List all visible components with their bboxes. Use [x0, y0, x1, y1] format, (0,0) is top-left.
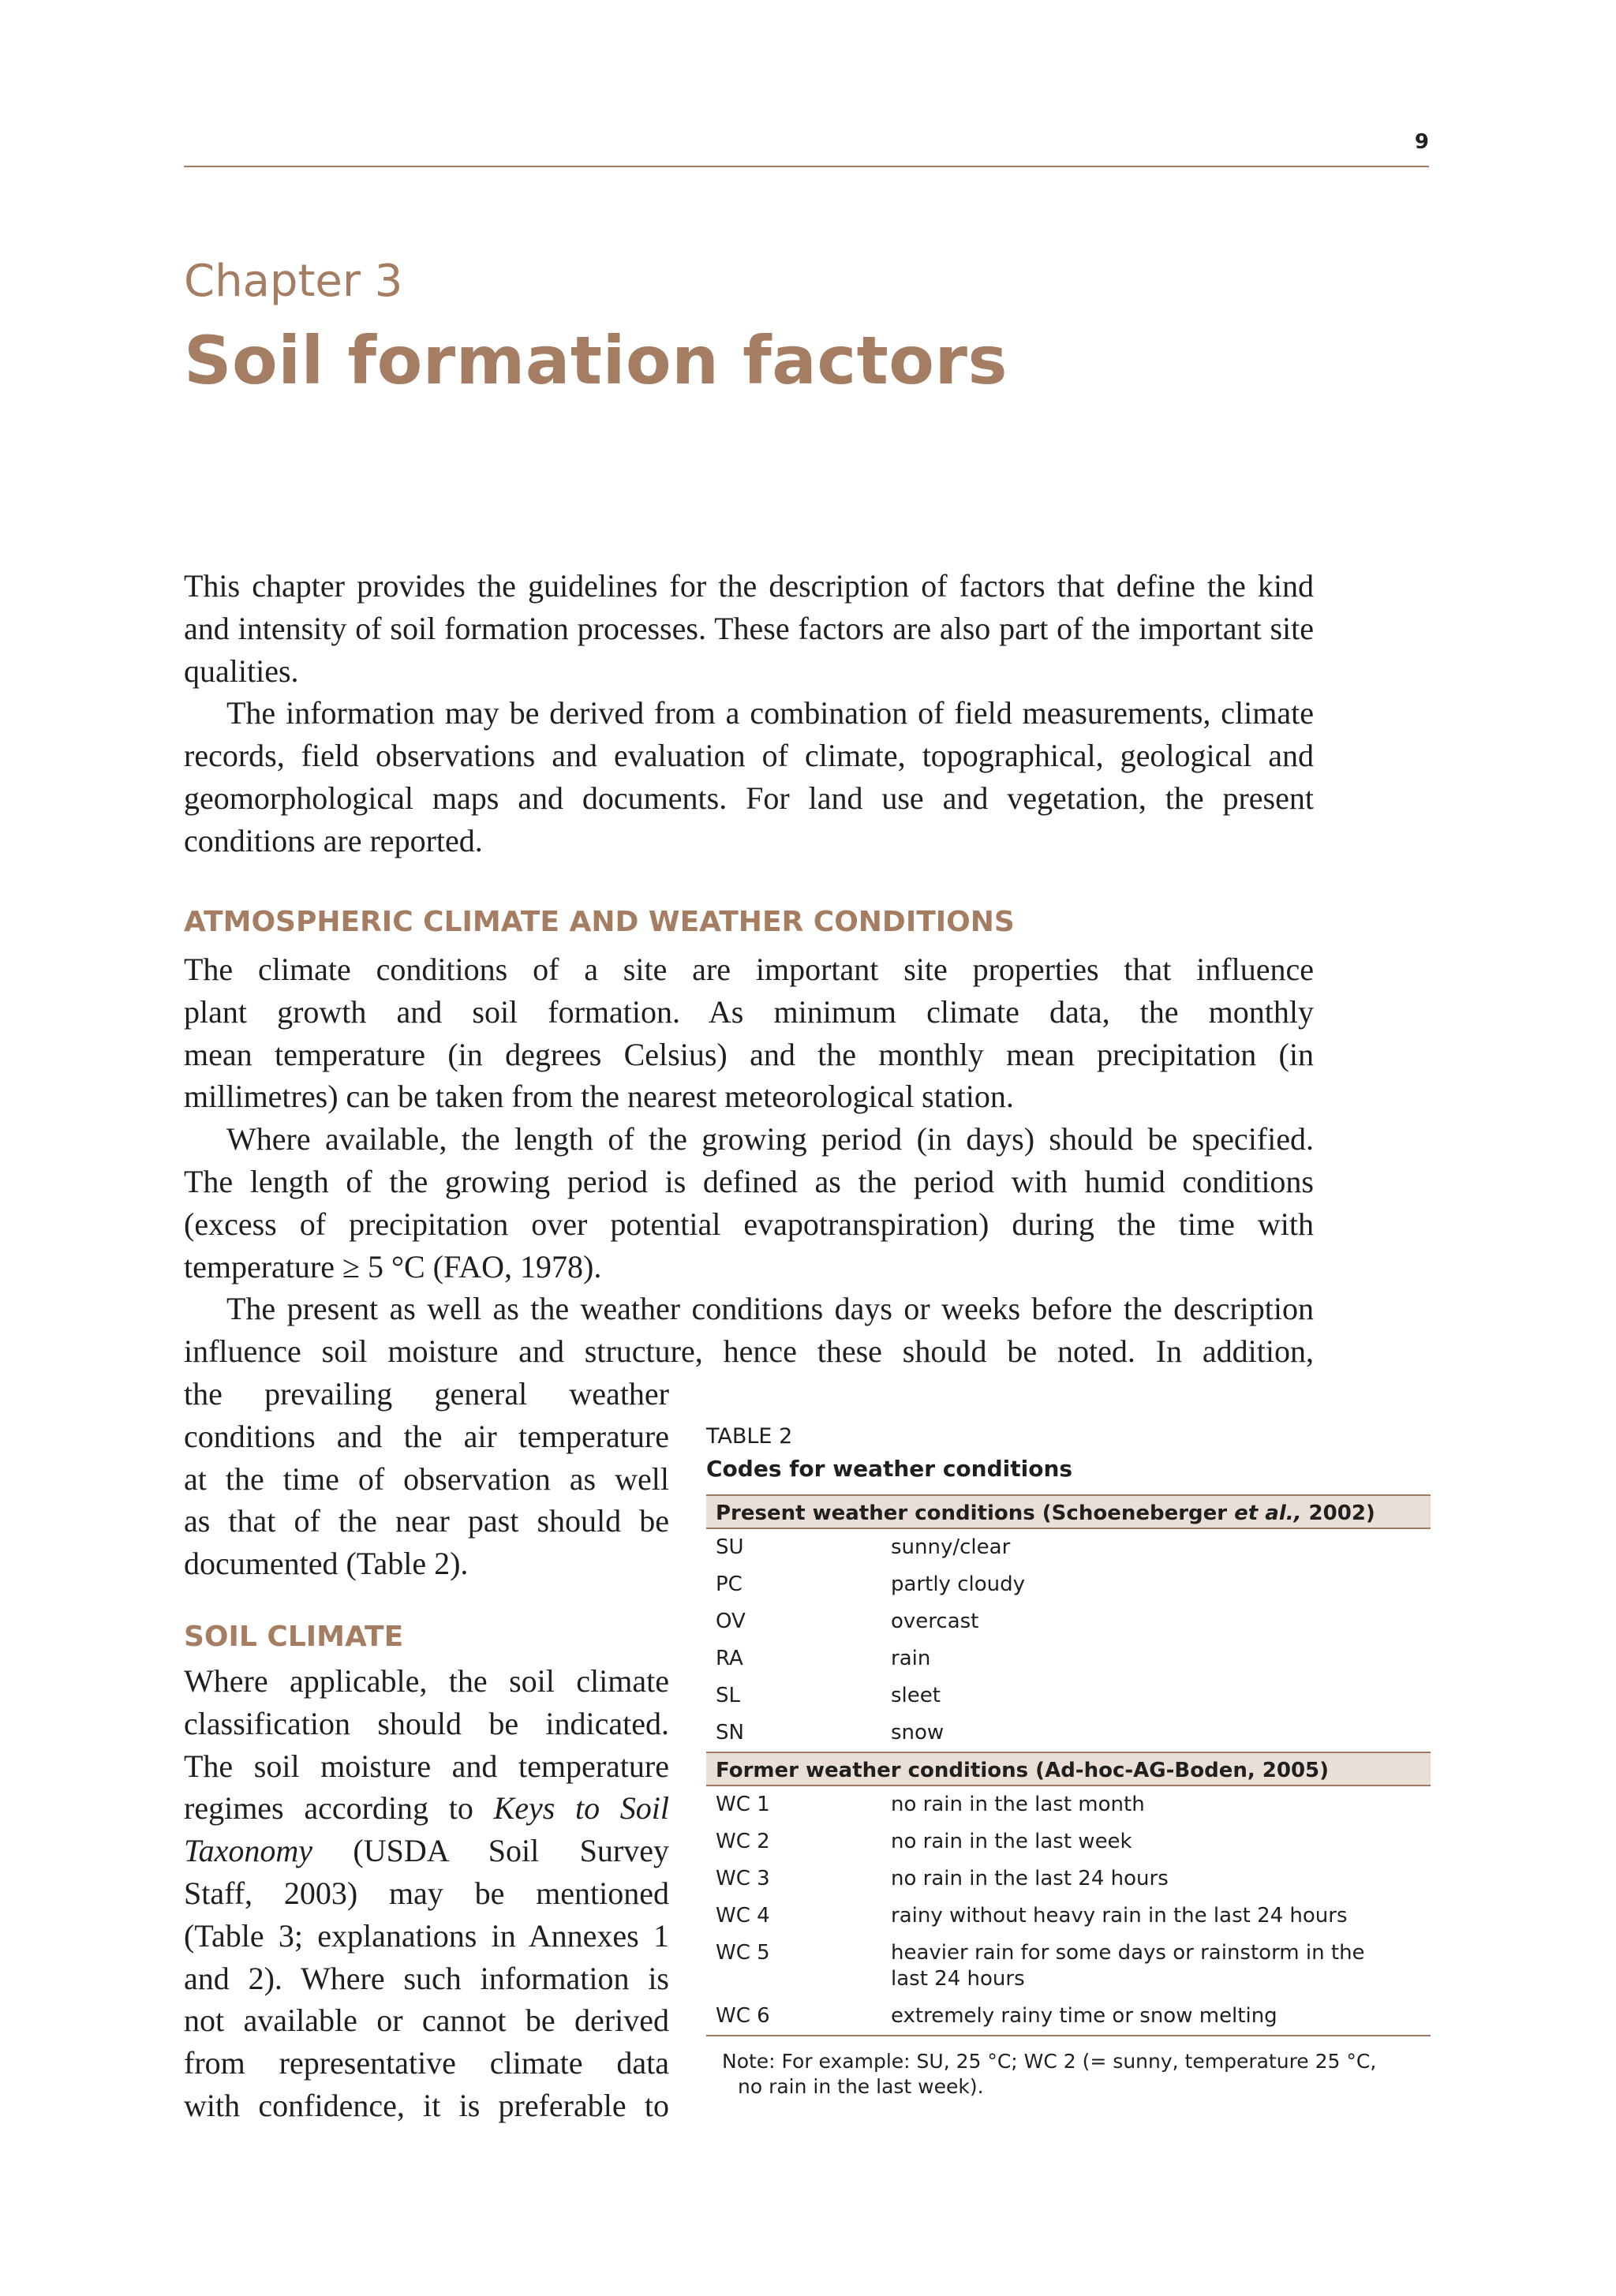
- table-group-present-rows: [706, 1529, 1431, 1752]
- text-line: The length of the growing period is defined as the period with humid conditions: [184, 1163, 1314, 1199]
- table-cell-description: rain: [891, 1647, 931, 1670]
- table-cell-description: sunny/clear: [891, 1535, 1011, 1559]
- table-cell-code: WC 2: [716, 1830, 770, 1853]
- text-line: classification should be indicated.: [184, 1705, 669, 1741]
- text-line: Where available, the length of the growing period (in days) should be specified.: [226, 1121, 1314, 1157]
- table-cell-description: sleet: [891, 1684, 941, 1707]
- intro-text: [184, 565, 1314, 862]
- text-line: (Table 3; explanations in Annexes 1: [184, 1917, 669, 1954]
- table-cell-code: WC 4: [716, 1904, 770, 1928]
- table-cell-description: snow: [891, 1721, 945, 1744]
- table-note: Note: For example: SU, 25 °C; WC 2 (= sunny, temperature 25 °C, no rain in the last week).: [722, 2050, 1377, 2098]
- table-cell-code: PC: [716, 1572, 743, 1596]
- table-label: TABLE 2: [706, 1424, 793, 1449]
- text-line: with confidence, it is preferable to: [184, 2087, 669, 2123]
- table-row: [706, 1529, 1431, 1566]
- text-line: and 2). Where such information is: [184, 1960, 669, 1996]
- chapter-label: Chapter 3: [184, 256, 403, 307]
- text-line: The climate conditions of a site are important site properties that influence: [184, 952, 1314, 987]
- atmospheric-text: [184, 948, 1314, 1373]
- text-line: mean temperature (in degrees Celsius) and the monthly mean precipitation (in: [184, 1036, 1314, 1072]
- text-line: The soil moisture and temperature: [184, 1748, 669, 1784]
- text-line: the prevailing general weather: [184, 1376, 669, 1412]
- table-group-header-former: Former weather conditions (Ad-hoc-AG-Boden, 2005): [706, 1752, 1431, 1786]
- page-number: 9: [1414, 130, 1429, 154]
- section-heading-soil-climate: SOIL CLIMATE: [184, 1621, 404, 1653]
- table-row: [706, 1860, 1431, 1898]
- atmospheric-column-text: [184, 1373, 669, 1585]
- text-line: Where applicable, the soil climate: [184, 1663, 669, 1699]
- table-group-header-present: [706, 1494, 1431, 1529]
- table-cell-description: rainy without heavy rain in the last 24 hours: [891, 1904, 1348, 1928]
- text-line: millimetres) can be taken from the nearest meteorological station.: [184, 1079, 1014, 1115]
- table-cell-description: extremely rainy time or snow melting: [891, 2004, 1277, 2028]
- table-row: [706, 1935, 1431, 1998]
- intro-paragraph-1: This chapter provides the guidelines for the description of factors that define the kind and intensity of soil formation processes. These factors are also part of the important site qualities.: [184, 568, 1314, 689]
- text-line: (excess of precipitation over potential evapotranspiration) during the time with: [184, 1206, 1314, 1242]
- text-line: Staff, 2003) may be mentioned: [184, 1875, 669, 1911]
- text-run: regimes according to: [184, 1790, 494, 1827]
- text-line: from representative climate data: [184, 2045, 669, 2081]
- header-rule: [184, 166, 1429, 167]
- text-line: The present as well as the weather conditions days or weeks before the description: [226, 1291, 1314, 1327]
- book-title-italic: Keys to Soil: [493, 1790, 669, 1827]
- text-line: plant growth and soil formation. As minimum climate data, the monthly: [184, 993, 1314, 1030]
- table-cell-code: WC 3: [716, 1867, 770, 1890]
- table-2: [706, 1422, 1431, 2100]
- group-header-text: Present weather conditions (Schoeneberger: [716, 1501, 1235, 1525]
- table-cell-code: SN: [716, 1721, 744, 1744]
- table-cell-code: WC 6: [716, 2004, 770, 2028]
- table-cell-description: no rain in the last 24 hours: [891, 1867, 1169, 1890]
- table-cell-code: SL: [716, 1684, 740, 1707]
- text-line: at the time of observation as well: [184, 1460, 669, 1497]
- table-row: [706, 1566, 1431, 1603]
- intro-paragraph-2: The information may be derived from a combination of field measurements, climate records, field observations and evaluation of climate, topographical, geological and geomorphological maps and documents. For land use and vegetation, the present conditions are reported.: [184, 695, 1314, 858]
- text-line: temperature ≥ 5 °C (FAO, 1978).: [184, 1248, 602, 1284]
- text-line: Taxonomy (USDA Soil Survey: [184, 1833, 669, 1869]
- table-cell-description: partly cloudy: [891, 1572, 1025, 1596]
- section-heading-atmospheric: ATMOSPHERIC CLIMATE AND WEATHER CONDITIONS: [184, 906, 1015, 938]
- table-caption: Codes for weather conditions: [706, 1456, 1073, 1482]
- table-cell-code: SU: [716, 1535, 744, 1559]
- table-row: [706, 1603, 1431, 1640]
- text-line: [184, 1787, 669, 1830]
- table-cell-code: WC 5: [716, 1941, 770, 1965]
- soil-climate-text: [184, 1660, 669, 2127]
- table-row: [706, 1823, 1431, 1860]
- table-cell-code: RA: [716, 1647, 743, 1670]
- table-row: [706, 1677, 1431, 1715]
- table-group-former-rows: [706, 1786, 1431, 2035]
- chapter-title: Soil formation factors: [184, 322, 1008, 399]
- table-cell-description: overcast: [891, 1610, 979, 1633]
- table-row: [706, 1998, 1431, 2035]
- table-cell-description: no rain in the last month: [891, 1793, 1145, 1816]
- table-cell-code: OV: [716, 1610, 746, 1633]
- book-title-italic: Taxonomy: [184, 1833, 312, 1869]
- table-row: [706, 1786, 1431, 1823]
- group-header-text: 2002): [1301, 1501, 1375, 1525]
- group-header-italic: et al.,: [1234, 1501, 1302, 1525]
- table-cell-description: heavier rain for some days or rainstorm in the last 24 hours: [891, 1941, 1365, 1991]
- text-line: as that of the near past should be: [184, 1503, 669, 1539]
- table-row: [706, 1640, 1431, 1677]
- table-cell-code: WC 1: [716, 1793, 770, 1816]
- table-row: [706, 1898, 1431, 1935]
- text-line: documented (Table 2).: [184, 1546, 469, 1582]
- text-line: not available or cannot be derived: [184, 2002, 669, 2039]
- text-line: conditions and the air temperature: [184, 1418, 669, 1454]
- table-cell-description: no rain in the last week: [891, 1830, 1132, 1853]
- table-row: [706, 1715, 1431, 1752]
- text-line: influence soil moisture and structure, hence these should be noted. In addition,: [184, 1333, 1314, 1370]
- weather-codes-table: [706, 1494, 1431, 2036]
